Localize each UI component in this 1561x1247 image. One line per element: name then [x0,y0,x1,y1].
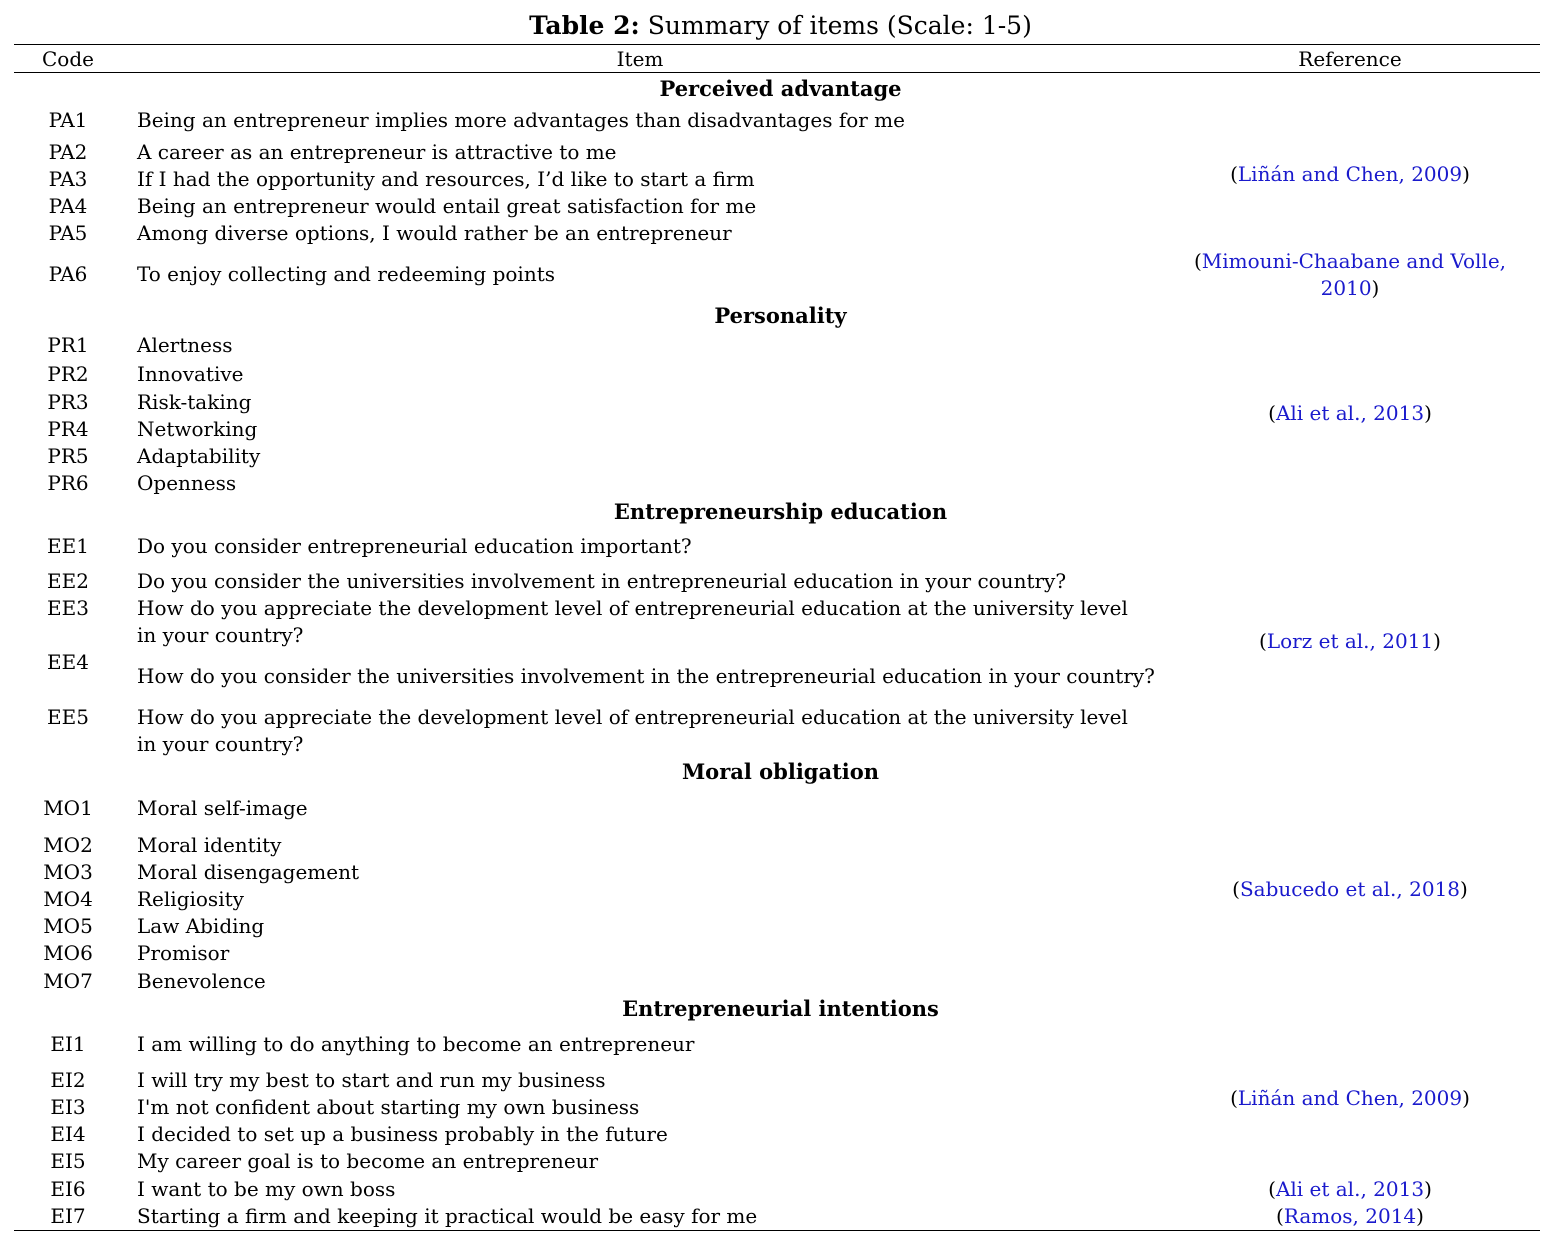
reference-cell: (Ali et al., 2013) [1268,1177,1432,1201]
item-cell: Networking [137,417,258,441]
code-cell: EI7 [50,1204,86,1228]
caption-text: Summary of items (Scale: 1-5) [647,11,1032,40]
code-cell: EI1 [50,1032,86,1056]
section-title-entrepreneurship-education: Entrepreneurship education [613,499,948,524]
code-cell: MO3 [43,860,93,884]
code-cell: EE4 [47,650,89,674]
item-cell: Being an entrepreneur implies more advantages than disadvantages for me [137,108,905,132]
code-cell: PR5 [47,444,89,468]
code-cell: EE3 [47,596,89,620]
header-reference: Reference [1298,47,1402,71]
code-cell: EE2 [47,569,89,593]
code-cell: MO2 [43,833,93,857]
caption-label: Table 2: [529,11,640,40]
item-cell: Risk-taking [137,390,252,414]
item-cell: How do you appreciate the development level of entrepreneurial education at the university level in your country? [137,705,1128,756]
section-title-moral-obligation: Moral obligation [681,759,880,784]
citation-link-continued[interactable]: 2010 [1320,276,1372,300]
item-cell: Moral identity [137,833,282,857]
code-cell: PR4 [47,417,89,441]
item-cell: Starting a firm and keeping it practical would be easy for me [137,1204,758,1228]
header-code: Code [42,47,94,71]
item-cell: Benevolence [137,969,266,993]
table-caption [0,10,1561,42]
reference-cell: (Ali et al., 2013) [1268,401,1432,425]
code-cell: EI2 [50,1068,86,1092]
reference-cell: (Liñán and Chen, 2009) [1230,162,1470,186]
citation-link[interactable]: Liñán and Chen, 2009 [1237,162,1463,186]
item-cell: A career as an entrepreneur is attractive to me [137,140,617,164]
section-title-perceived-advantage: Perceived advantage [659,76,902,101]
code-cell: PA6 [48,262,88,286]
item-cell: I will try my best to start and run my business [137,1068,606,1092]
citation-link[interactable]: Mimouni-Chaabane and Volle, [1201,249,1507,273]
item-cell: Do you consider the universities involvement in entrepreneurial education in your country? [137,569,1067,593]
code-cell: EI4 [50,1122,86,1146]
code-cell: EE1 [47,534,89,558]
reference-cell: (Lorz et al., 2011) [1259,629,1441,653]
item-cell: To enjoy collecting and redeeming points [137,262,556,286]
reference-cell: (Mimouni-Chaabane and Volle, 2010) [1193,249,1507,300]
code-cell: PR1 [47,333,89,357]
item-cell: Adaptability [137,444,261,468]
code-cell: PA1 [48,108,88,132]
citation-link[interactable]: Ramos, 2014 [1283,1204,1417,1228]
item-cell: Alertness [137,333,233,357]
header-item: Item [616,47,664,71]
item-cell: I want to be my own boss [137,1177,396,1201]
item-cell: Among diverse options, I would rather be an entrepreneur [137,221,732,245]
item-cell: Openness [137,471,237,495]
reference-cell: (Sabucedo et al., 2018) [1232,877,1468,901]
header-rule [14,72,1540,73]
citation-link[interactable]: Liñán and Chen, 2009 [1237,1086,1463,1110]
item-cell: Promisor [137,941,230,965]
reference-cell: (Ramos, 2014) [1276,1204,1424,1228]
citation-link[interactable]: Ali et al., 2013 [1275,1177,1425,1201]
code-cell: EE5 [47,705,89,729]
top-rule [14,44,1540,45]
item-cell: I decided to set up a business probably in the future [137,1122,668,1146]
citation-link[interactable]: Sabucedo et al., 2018 [1239,877,1461,901]
item-cell: My career goal is to become an entrepreneur [137,1149,599,1173]
item-cell: How do you appreciate the development level of entrepreneurial education at the university level in your country? [137,596,1128,647]
citation-link[interactable]: Lorz et al., 2011 [1266,629,1434,653]
code-cell: MO7 [43,969,93,993]
citation-link[interactable]: Ali et al., 2013 [1275,401,1425,425]
bottom-rule [14,1230,1540,1231]
item-cell: Being an entrepreneur would entail great satisfaction for me [137,194,757,218]
code-cell: MO6 [43,941,93,965]
code-cell: MO4 [43,887,93,911]
item-cell: How do you consider the universities involvement in the entrepreneurial education in your country? [137,664,1155,688]
item-cell: Law Abiding [137,914,265,938]
code-cell: PA3 [48,167,88,191]
code-cell: MO5 [43,914,93,938]
section-title-personality: Personality [714,303,847,328]
item-cell: Moral self-image [137,796,308,820]
item-cell: Moral disengagement [137,860,360,884]
code-cell: PR6 [47,471,89,495]
item-cell: If I had the opportunity and resources, I’d like to start a firm [137,167,755,191]
code-cell: EI5 [50,1149,86,1173]
code-cell: MO1 [43,796,93,820]
item-cell: Innovative [137,362,244,386]
code-cell: PA2 [48,140,88,164]
item-cell: Do you consider entrepreneurial education important? [137,534,692,558]
item-cell: Religiosity [137,887,244,911]
reference-cell: (Liñán and Chen, 2009) [1230,1086,1470,1110]
code-cell: EI3 [50,1095,86,1119]
item-cell: I'm not confident about starting my own business [137,1095,640,1119]
section-title-entrepreneurial-intentions: Entrepreneurial intentions [622,996,939,1021]
code-cell: PR3 [47,390,89,414]
item-cell: I am willing to do anything to become an entrepreneur [137,1032,695,1056]
code-cell: EI6 [50,1177,86,1201]
code-cell: PR2 [47,362,89,386]
code-cell: PA5 [48,221,88,245]
code-cell: PA4 [48,194,88,218]
